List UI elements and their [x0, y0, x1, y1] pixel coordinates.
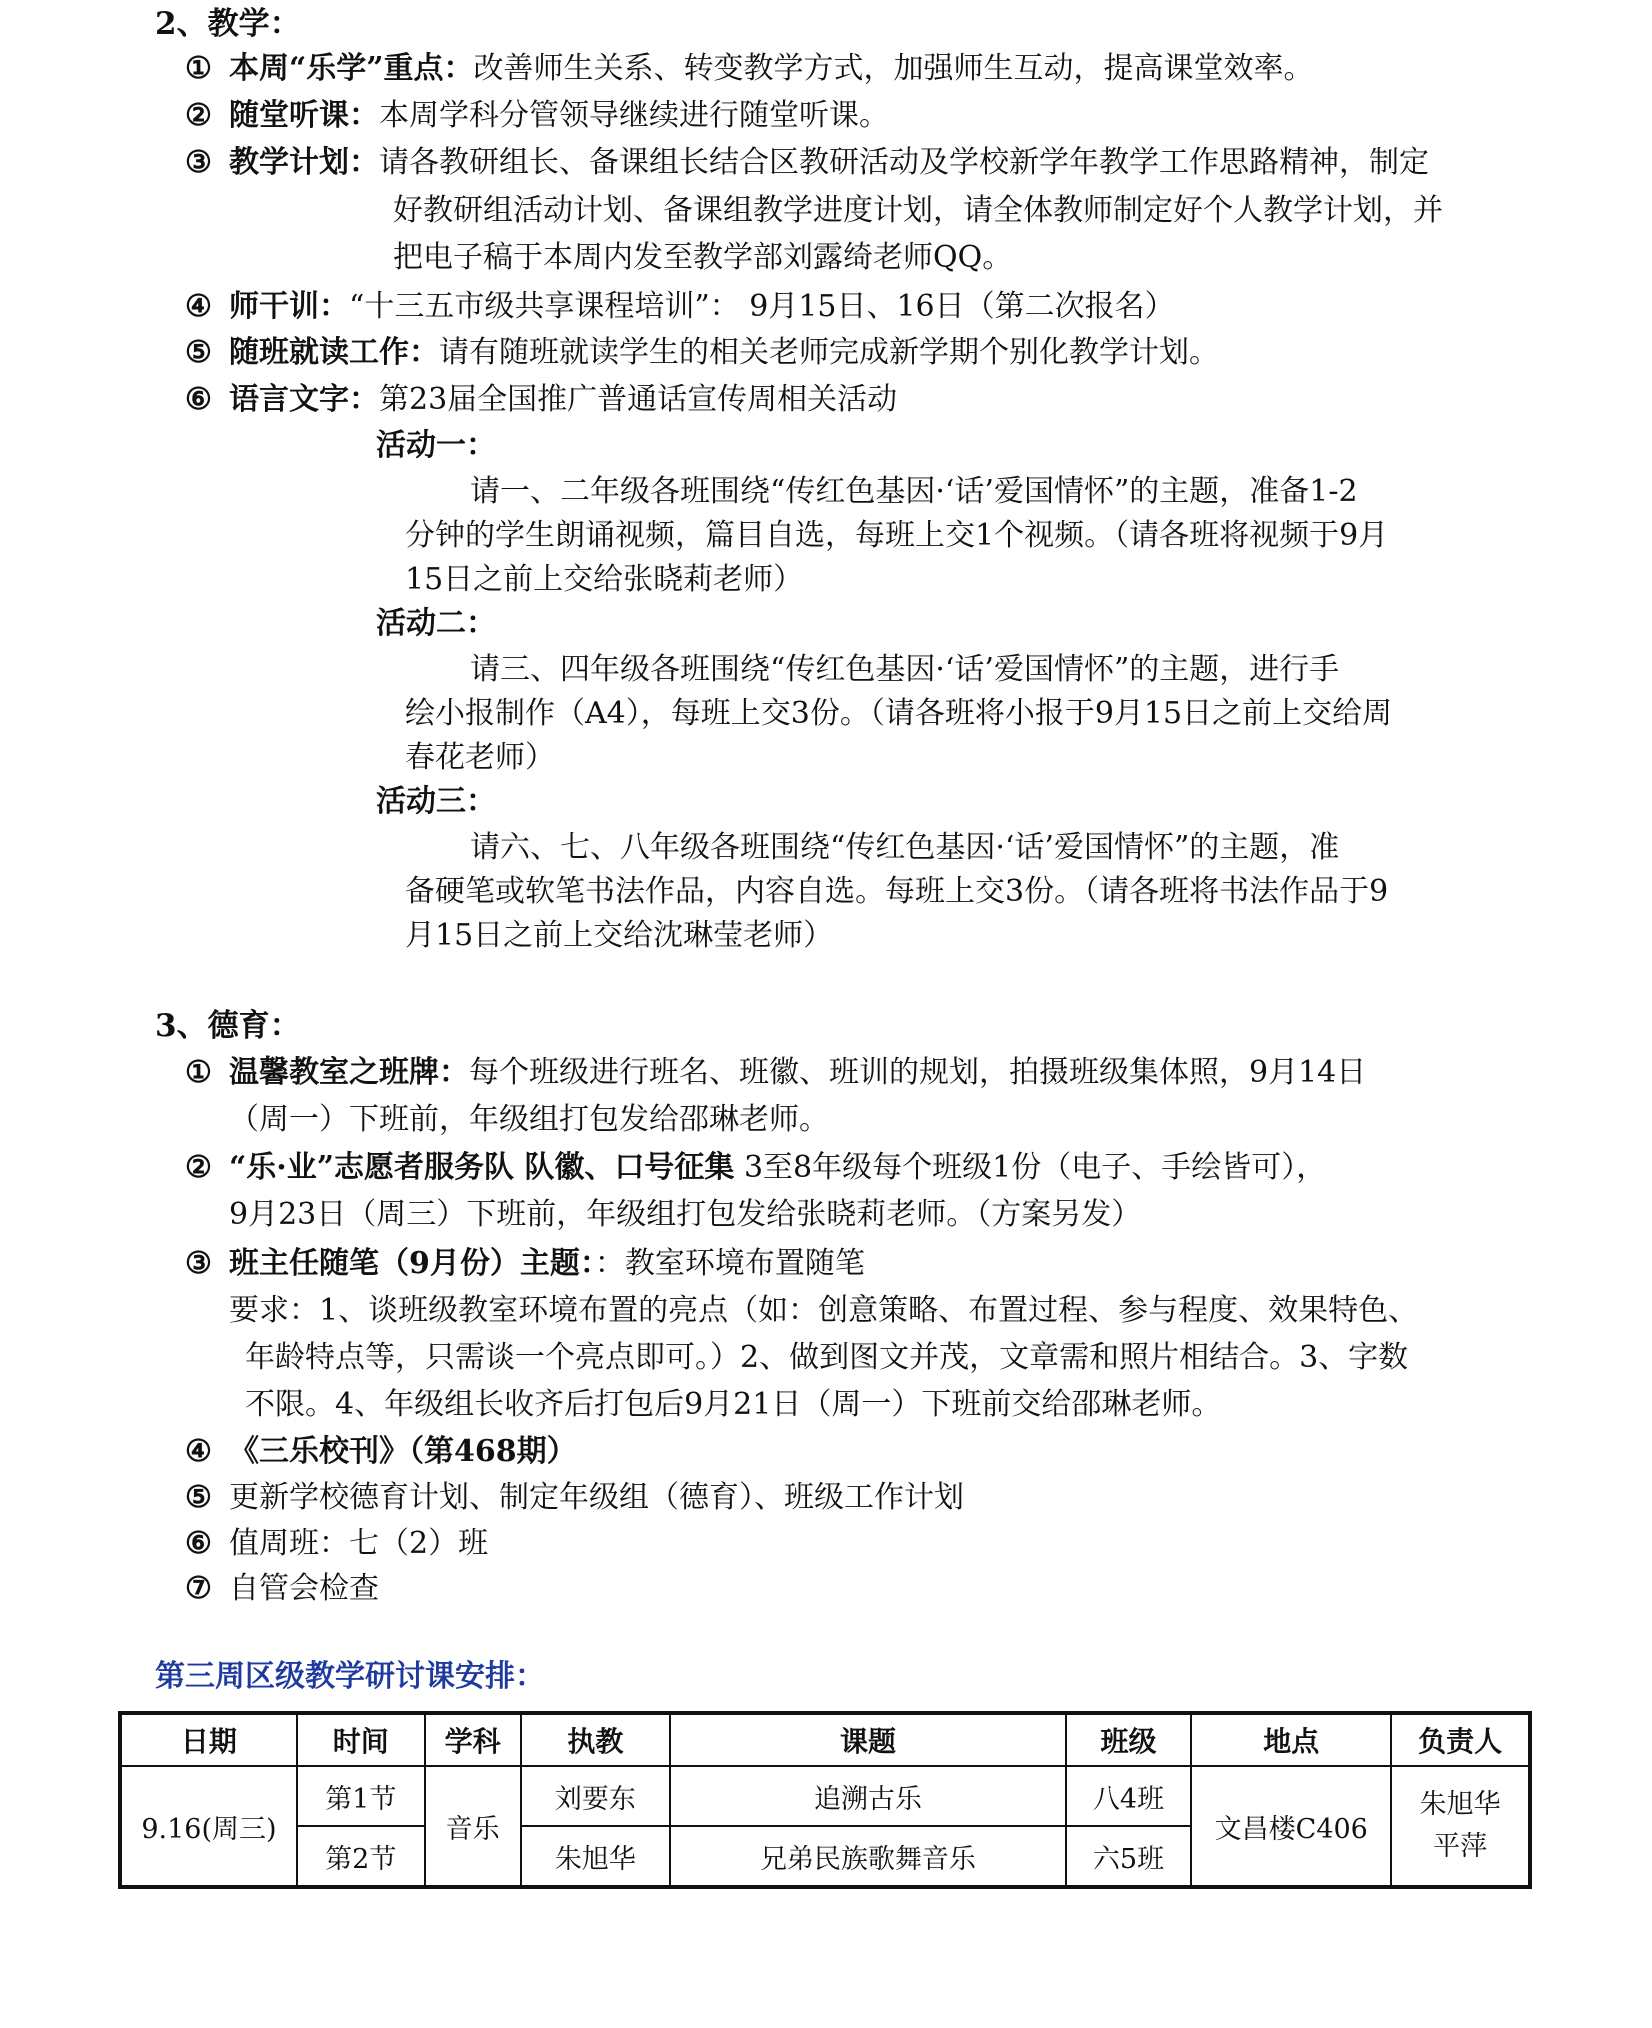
- activity-2-line-3: 春花老师）: [405, 740, 555, 775]
- cell-subject: 音乐: [425, 1766, 521, 1886]
- section-title-moral: 3、德育：: [155, 1008, 301, 1044]
- cell-time: 第1节: [297, 1766, 425, 1826]
- item-number: ③: [185, 1246, 212, 1281]
- item-text: 第23届全国推广普通话宣传周相关活动: [379, 382, 898, 417]
- moral-requirement-line-3: 不限。4、年级组长收齐后打包后9月21日（周一）下班前交给邵琳老师。: [245, 1387, 1222, 1422]
- teaching-item-5: [185, 331, 1219, 375]
- moral-item-2-line-2: 9月23日（周三）下班前，年级组打包发给张晓莉老师。（方案另发）: [229, 1197, 1142, 1232]
- item-text: 更新学校德育计划、制定年级组（德育）、班级工作计划: [229, 1480, 964, 1515]
- item-label: 随堂听课：: [229, 98, 379, 133]
- moral-item-1-line-2: （周一）下班前，年级组打包发给邵琳老师。: [229, 1102, 829, 1137]
- teaching-item-1: [185, 47, 1314, 91]
- activity-3-line-1: 请六、七、八年级各班围绕“传红色基因·‘话’爱国情怀”的主题，准: [470, 830, 1340, 865]
- item-number: ④: [185, 1434, 212, 1469]
- teaching-item-3-line-3: 把电子稿于本周内发至教学部刘露绮老师QQ。: [393, 240, 1013, 275]
- schedule-title: 第三周区级教学研讨课安排：: [155, 1659, 545, 1694]
- moral-item-4: [185, 1430, 577, 1474]
- cell-class: 六5班: [1066, 1826, 1192, 1886]
- table-row: [121, 1766, 1529, 1826]
- item-number: ⑦: [185, 1571, 212, 1606]
- cell-date: 9.16(周三): [121, 1766, 297, 1886]
- activity-2-line-2: 绘小报制作（A4），每班上交3份。（请各班将小报于9月15日之前上交给周: [405, 696, 1393, 731]
- activity-1-title: 活动一：: [376, 428, 496, 463]
- item-number: ⑤: [185, 1480, 212, 1515]
- owner-name-1: 朱旭华: [1419, 1789, 1501, 1820]
- item-text: ：教室环境布置随笔: [594, 1246, 865, 1281]
- schedule-table: [120, 1713, 1530, 1887]
- item-label: 温馨教室之班牌：: [229, 1055, 469, 1090]
- item-text: 改善师生关系、转变教学方式，加强师生互动，提高课堂效率。: [473, 51, 1314, 86]
- moral-item-5: [185, 1476, 964, 1520]
- item-number: ①: [185, 51, 212, 86]
- cell-teacher: 朱旭华: [521, 1826, 671, 1886]
- item-number: ④: [185, 289, 212, 324]
- item-number: ②: [185, 98, 212, 133]
- item-text: 请有随班就读学生的相关老师完成新学期个别化教学计划。: [439, 335, 1219, 370]
- item-text: 值周班：七（2）班: [229, 1526, 489, 1561]
- activity-1-line-2: 分钟的学生朗诵视频，篇目自选，每班上交1个视频。（请各班将视频于9月: [405, 518, 1389, 553]
- cell-class: 八4班: [1066, 1766, 1192, 1826]
- header-teacher: 执教: [521, 1714, 671, 1766]
- header-time: 时间: [297, 1714, 425, 1766]
- activity-2-title: 活动二：: [376, 606, 496, 641]
- moral-item-3: [185, 1242, 865, 1286]
- item-number: ⑤: [185, 335, 212, 370]
- moral-item-6: [185, 1522, 488, 1566]
- cell-owner: [1391, 1766, 1529, 1886]
- teaching-item-6: [185, 378, 897, 422]
- header-date: 日期: [121, 1714, 297, 1766]
- item-label: 师干训：: [229, 289, 349, 324]
- cell-topic: 追溯古乐: [670, 1766, 1065, 1826]
- item-text: 自管会检查: [229, 1571, 379, 1606]
- item-text: “十三五市级共享课程培训”： 9月15日、16日（第二次报名）: [349, 289, 1175, 324]
- table-header-row: [121, 1714, 1529, 1766]
- item-number: ⑥: [185, 1526, 212, 1561]
- item-label: 《三乐校刊》（第468期）: [229, 1434, 577, 1469]
- item-label: 本周“乐学”重点：: [229, 51, 474, 86]
- activity-1-line-3: 15日之前上交给张晓莉老师）: [405, 562, 804, 597]
- item-number: ⑥: [185, 382, 212, 417]
- moral-requirement-line-2: 年龄特点等，只需谈一个亮点即可。）2、做到图文并茂，文章需和照片相结合。3、字数: [245, 1340, 1409, 1375]
- item-number: ③: [185, 145, 212, 180]
- section-title-teaching: 2、教学：: [155, 6, 301, 42]
- activity-3-title: 活动三：: [376, 784, 496, 819]
- item-number: ②: [185, 1150, 212, 1185]
- cell-location: 文昌楼C406: [1191, 1766, 1391, 1886]
- header-topic: 课题: [670, 1714, 1065, 1766]
- teaching-item-2: [185, 94, 889, 138]
- moral-item-2: [185, 1146, 1326, 1190]
- teaching-item-3-line-2: 好教研组活动计划、备课组教学进度计划，请全体教师制定好个人教学计划，并: [393, 193, 1443, 228]
- moral-item-7: [185, 1567, 379, 1611]
- item-text: 3至8年级每个班级1份（电子、手绘皆可），: [734, 1150, 1327, 1185]
- header-owner: 负责人: [1391, 1714, 1529, 1766]
- activity-3-line-3: 月15日之前上交给沈琳莹老师）: [405, 918, 834, 953]
- item-label: 教学计划：: [229, 145, 379, 180]
- activity-2-line-1: 请三、四年级各班围绕“传红色基因·‘话’爱国情怀”的主题，进行手: [470, 652, 1340, 687]
- moral-item-1: [185, 1051, 1366, 1095]
- item-number: ①: [185, 1055, 212, 1090]
- cell-topic: 兄弟民族歌舞音乐: [670, 1826, 1065, 1886]
- item-label: 班主任随笔（9月份）主题：: [229, 1246, 595, 1281]
- teaching-item-3: [185, 141, 1429, 185]
- owner-name-2: 平萍: [1433, 1831, 1488, 1862]
- item-label: 随班就读工作：: [229, 335, 439, 370]
- item-label: 语言文字：: [229, 382, 379, 417]
- item-text: 本周学科分管领导继续进行随堂听课。: [379, 98, 889, 133]
- activity-3-line-2: 备硬笔或软笔书法作品，内容自选。每班上交3份。（请各班将书法作品于9: [405, 874, 1389, 909]
- header-class: 班级: [1066, 1714, 1192, 1766]
- item-text: 每个班级进行班名、班徽、班训的规划，拍摄班级集体照，9月14日: [469, 1055, 1367, 1090]
- item-label: “乐·业”志愿者服务队 队徽、口号征集: [229, 1150, 735, 1185]
- header-location: 地点: [1191, 1714, 1391, 1766]
- header-subject: 学科: [425, 1714, 521, 1766]
- moral-requirement-line-1: 要求：1、谈班级教室环境布置的亮点（如：创意策略、布置过程、参与程度、效果特色、: [229, 1293, 1419, 1328]
- teaching-item-4: [185, 285, 1175, 329]
- item-text: 请各教研组长、备课组长结合区教研活动及学校新学年教学工作思路精神，制定: [379, 145, 1429, 180]
- cell-teacher: 刘要东: [521, 1766, 671, 1826]
- cell-time: 第2节: [297, 1826, 425, 1886]
- activity-1-line-1: 请一、二年级各班围绕“传红色基因·‘话’爱国情怀”的主题，准备1-2: [470, 474, 1358, 509]
